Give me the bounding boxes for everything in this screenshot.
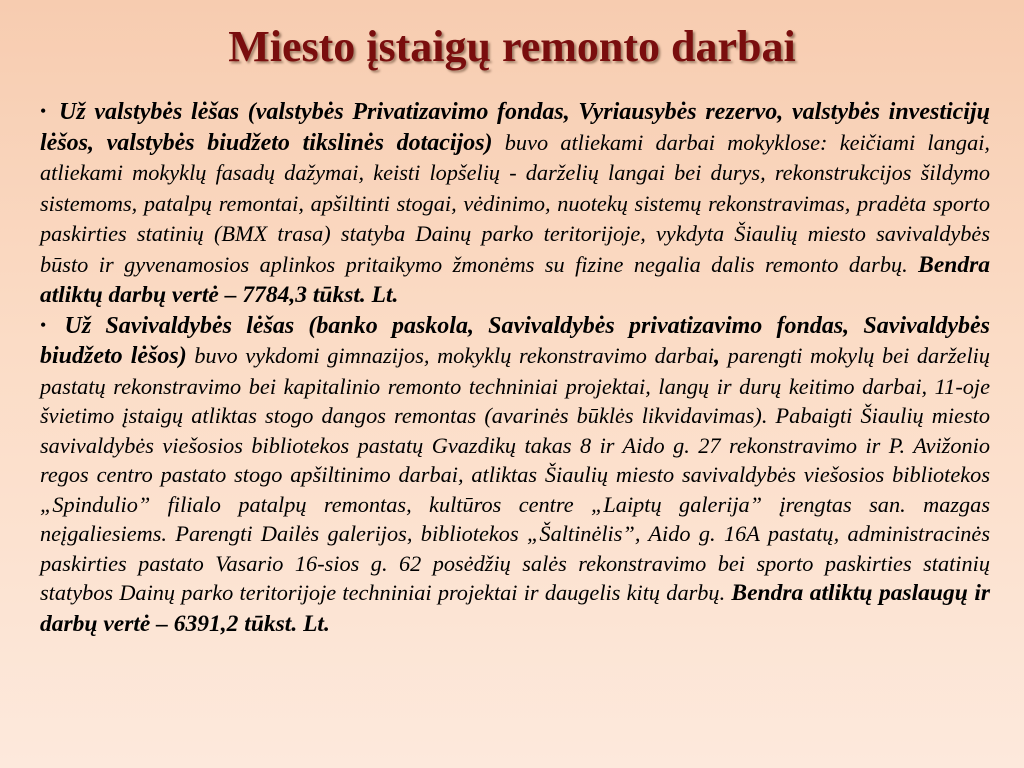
bullet-item-municipal-funds bbox=[40, 311, 990, 640]
state-funds-description: buvo atliekami darbai mokyklose: keičiami langai, atliekami mokyklų fasadų dažymai, keisti lopšelių - darželių langai bei durys, rekonstrukcijos šildymo sistemoms, patalpų remontai, apšiltinti stogai, vėdinimo, nuotekų sistemų rekonstravimas, pradėta sporto paskirties statinių (BMX trasa) statyba Dainų parko teritorijoje, vykdyta Šiaulių miesto savivaldybės būsto ir gyvenamosios aplinkos pritaikymo žmonėms su fizine negalia dalis remonto darbų. bbox=[40, 129, 990, 277]
bullet-marker: • bbox=[40, 101, 47, 121]
municipal-funds-total: Bendra atliktų paslaugų ir darbų vertė – 6391,2 tūkst. Lt. bbox=[40, 580, 990, 637]
bullet-marker: • bbox=[40, 314, 47, 335]
slide-content bbox=[40, 96, 990, 639]
state-funds-lead: Už valstybės lėšas (valstybės Privatizavimo fondas, Vyriausybės rezervo, valstybės investicijų lėšos, valstybės biudžeto tikslinės dotacijos) bbox=[40, 99, 990, 156]
municipal-funds-comma: , bbox=[714, 343, 721, 369]
slide-title: Miesto įstaigų remonto darbai bbox=[228, 22, 796, 71]
municipal-funds-lead: Už Savivaldybės lėšas (banko paskola, Savivaldybės privatizavimo fondas, Savivaldybės biudžeto lėšos) bbox=[40, 312, 990, 369]
state-funds-total: Bendra atliktų darbų vertė – 7784,3 tūkst. Lt. bbox=[40, 251, 990, 308]
municipal-funds-description-a: buvo vykdomi gimnazijos, mokyklų rekonstravimo darbai bbox=[186, 343, 715, 368]
municipal-funds-description-b: parengti mokylų bei darželių pastatų rekonstravimo bei kapitalinio remonto techniniai projektai, langų ir durų keitimo darbai, 11-oje švietimo įstaigų atliktas stogo dangos remontas (avarinės būklės likvidavimas). Pabaigti Šiaulių miesto savivaldybės viešosios bibliotekos pastatų Gvazdikų takas 8 ir Aido g. 27 rekonstravimo ir P. Avižonio regos centro pastato stogo apšiltinimo darbai, atliktas Šiaulių miesto savivaldybės viešosios bibliotekos „Spindulio” filialo patalpų remontas, kultūros centre „Laiptų galerija” įrengtas san. mazgas neįgaliesiems. Parengti Dailės galerijos, bibliotekos „Šaltinėlis”, Aido g. 16A pastatų, administracinės paskirties pastato Vasario 16-sios g. 62 posėdžių salės rekonstravimo bei sporto paskirties statinių statybos Dainų parko teritorijoje techniniai projektai ir daugelis kitų darbų. bbox=[40, 343, 990, 605]
bullet-item-state-funds bbox=[40, 96, 990, 311]
